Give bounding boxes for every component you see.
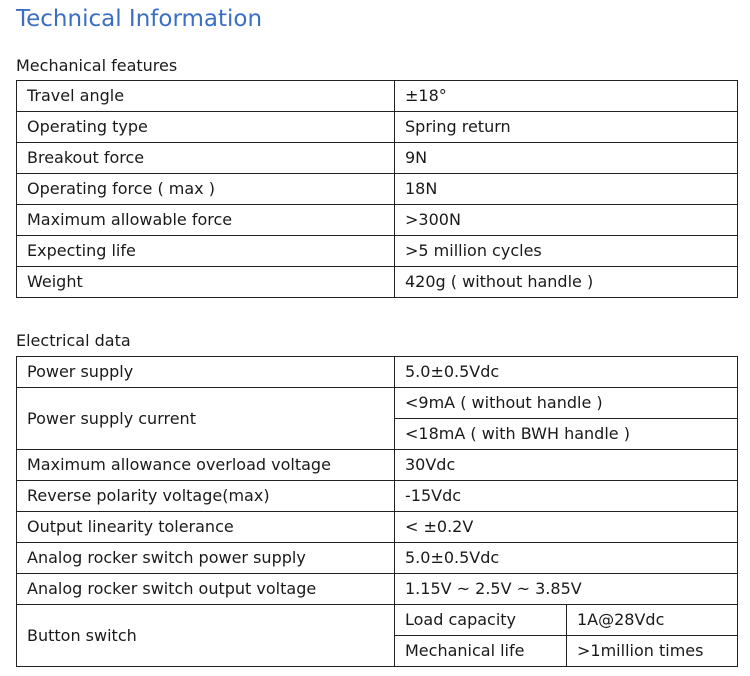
table-row [17,450,738,481]
power-supply-current-value-without-handle: <9mA ( without handle ) [395,388,738,419]
table-row [17,605,738,636]
rocker-switch-power-supply-value: 5.0±0.5Vdc [395,543,738,574]
breakout-force-value: 9N [395,143,738,174]
power-supply-value: 5.0±0.5Vdc [395,357,738,388]
power-supply-label: Power supply [17,357,395,388]
rocker-switch-output-voltage-label: Analog rocker switch output voltage [17,574,395,605]
table-row [17,205,738,236]
operating-force-value: 18N [395,174,738,205]
mechanical-features-table [16,80,738,298]
maximum-allowable-force-value: >300N [395,205,738,236]
electrical-data-heading: Electrical data [16,331,131,350]
power-supply-current-value-with-bwh-handle: <18mA ( with BWH handle ) [395,419,738,450]
output-linearity-tolerance-value: < ±0.2V [395,512,738,543]
rocker-switch-output-voltage-value: 1.15V ~ 2.5V ~ 3.85V [395,574,738,605]
load-capacity-label: Load capacity [395,605,567,636]
table-row [17,481,738,512]
table-row [17,357,738,388]
table-row [17,388,738,419]
table-row [17,236,738,267]
rocker-switch-power-supply-label: Analog rocker switch power supply [17,543,395,574]
mechanical-life-value: >1million times [567,636,738,667]
mechanical-life-label: Mechanical life [395,636,567,667]
power-supply-current-label: Power supply current [17,388,395,450]
operating-type-label: Operating type [17,112,395,143]
table-row [17,512,738,543]
electrical-data-table [16,356,738,667]
maximum-allowable-force-label: Maximum allowable force [17,205,395,236]
table-row [17,174,738,205]
table-row [17,267,738,298]
table-row [17,574,738,605]
travel-angle-label: Travel angle [17,81,395,112]
weight-value: 420g ( without handle ) [395,267,738,298]
table-row [17,81,738,112]
expecting-life-label: Expecting life [17,236,395,267]
operating-type-value: Spring return [395,112,738,143]
load-capacity-value: 1A@28Vdc [567,605,738,636]
table-row [17,112,738,143]
mechanical-features-heading: Mechanical features [16,56,178,75]
reverse-polarity-voltage-label: Reverse polarity voltage(max) [17,481,395,512]
page-title: Technical Information [16,6,263,32]
weight-label: Weight [17,267,395,298]
button-switch-label: Button switch [17,605,395,667]
operating-force-label: Operating force ( max ) [17,174,395,205]
overload-voltage-value: 30Vdc [395,450,738,481]
table-row [17,143,738,174]
reverse-polarity-voltage-value: -15Vdc [395,481,738,512]
expecting-life-value: >5 million cycles [395,236,738,267]
table-row [17,543,738,574]
output-linearity-tolerance-label: Output linearity tolerance [17,512,395,543]
travel-angle-value: ±18° [395,81,738,112]
breakout-force-label: Breakout force [17,143,395,174]
overload-voltage-label: Maximum allowance overload voltage [17,450,395,481]
